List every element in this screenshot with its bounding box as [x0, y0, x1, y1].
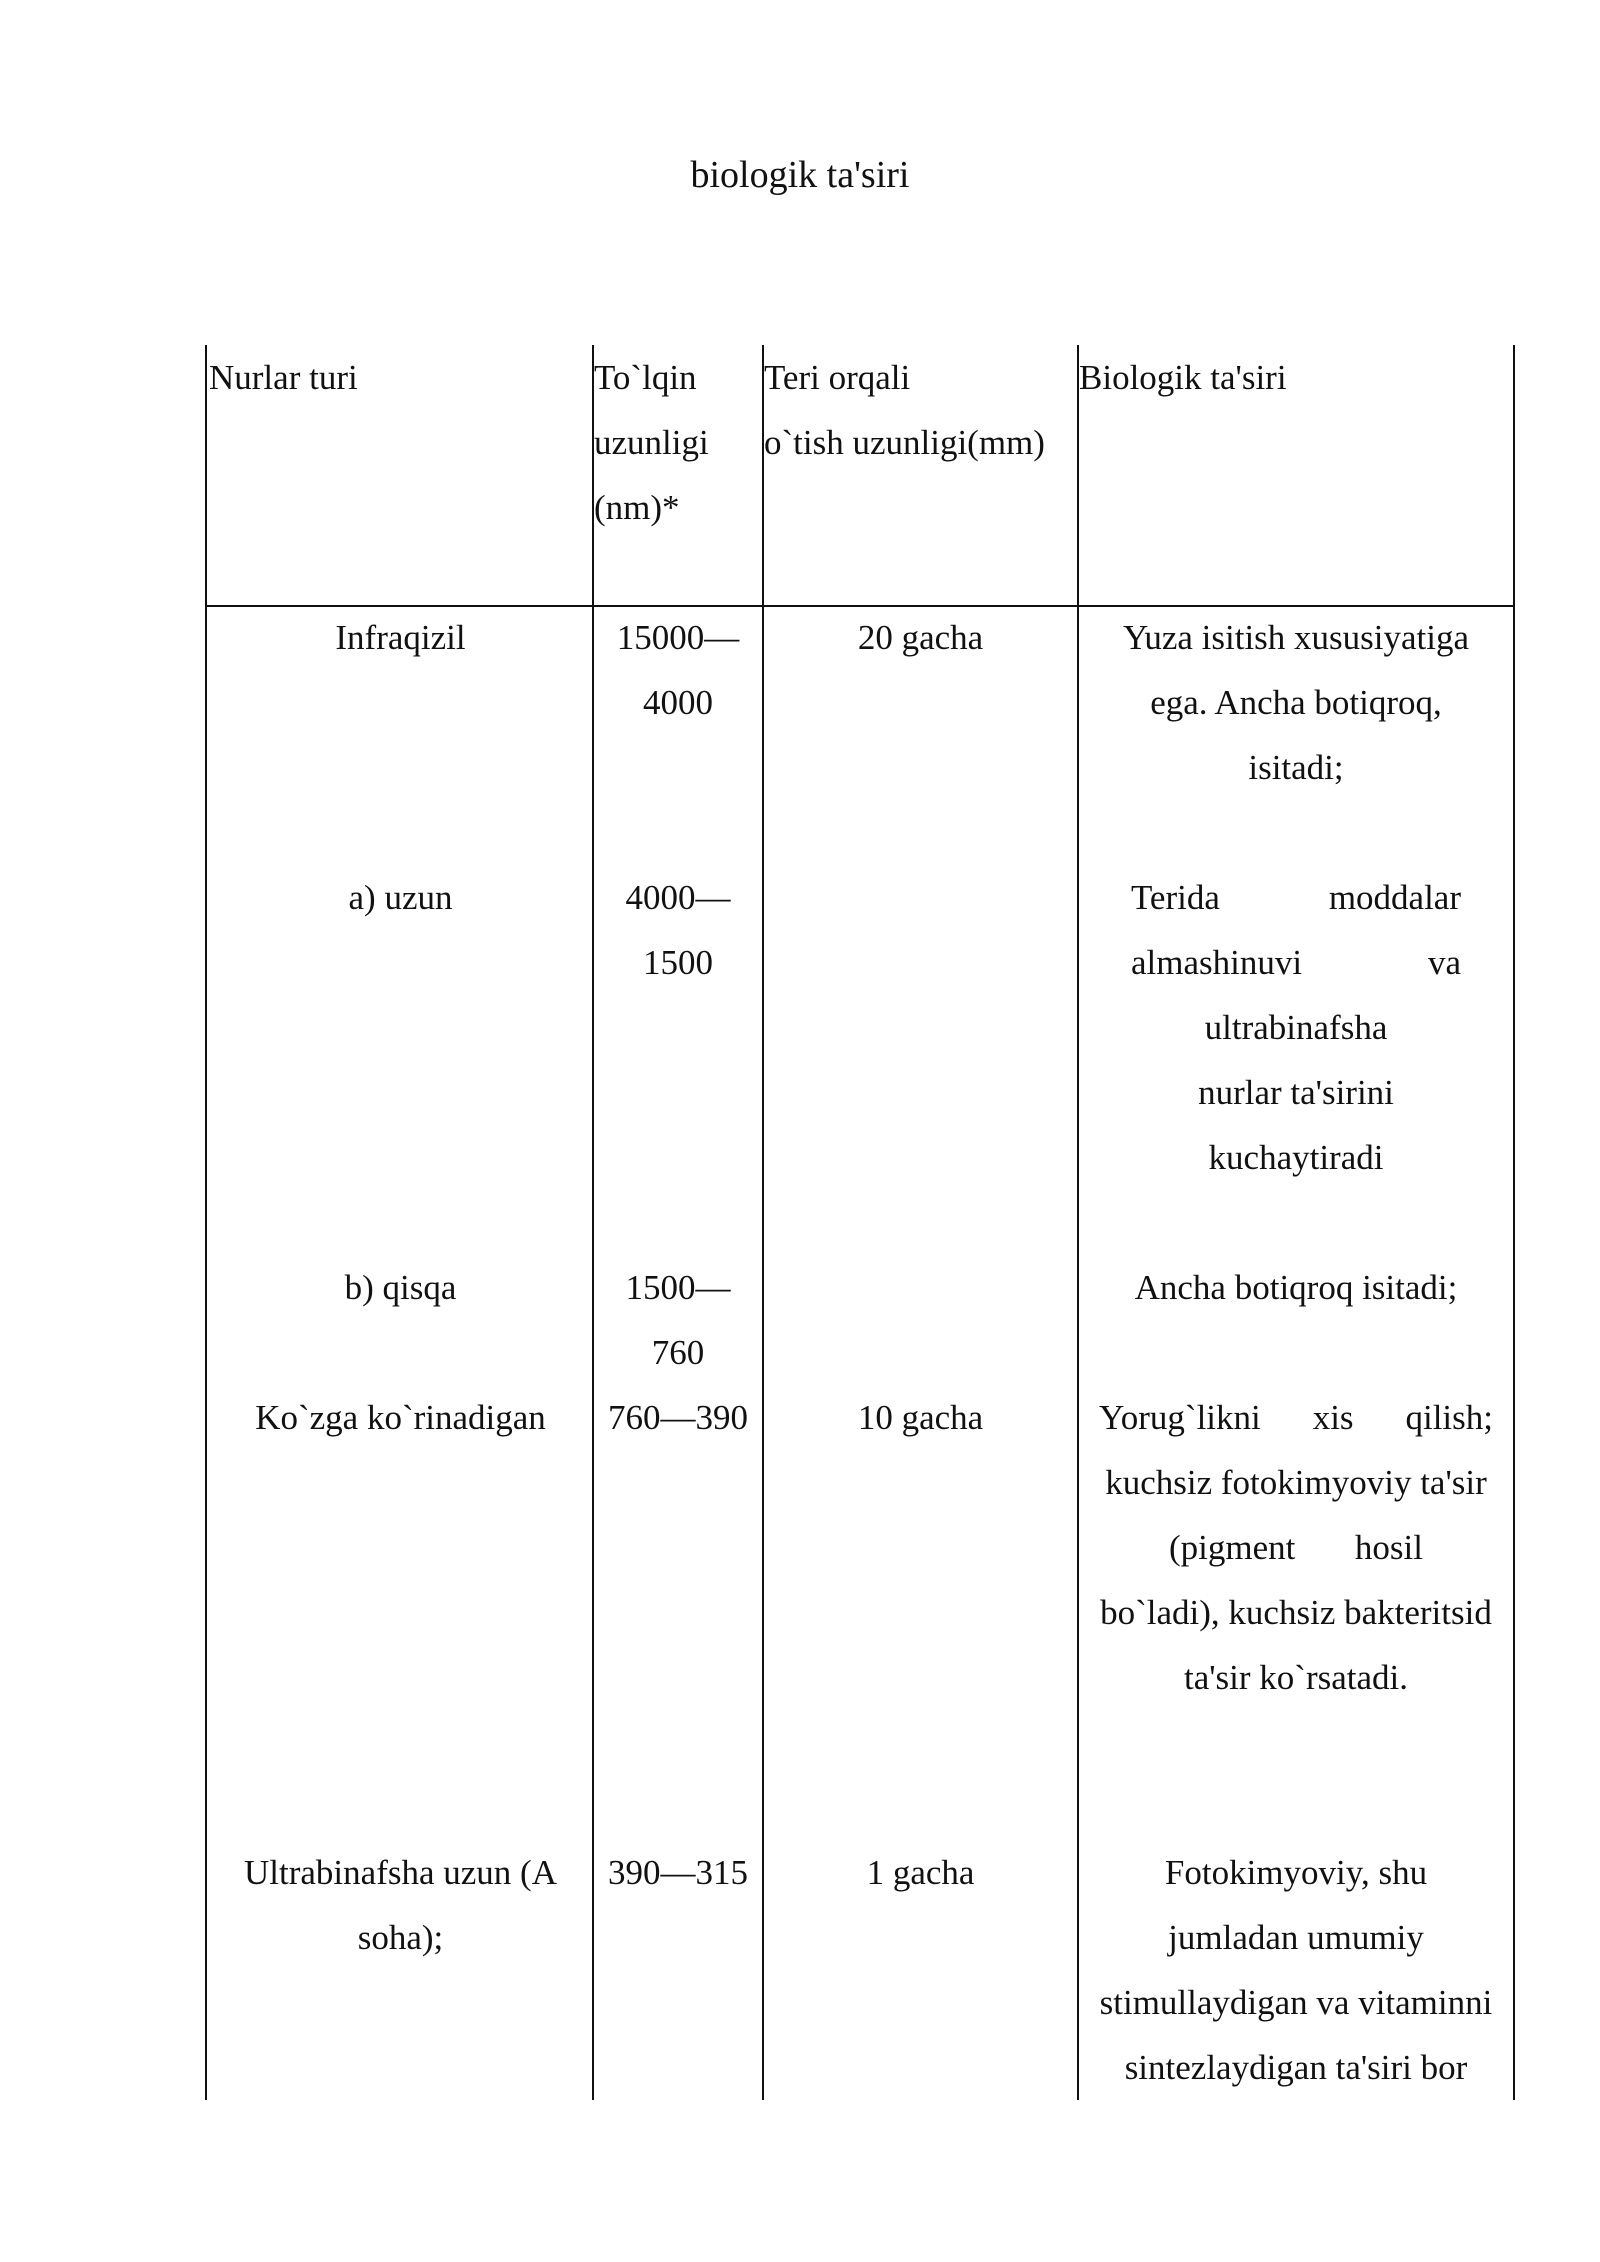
page-heading: biologik ta'siri [690, 154, 910, 196]
table-cell-penetration: 10 gacha [857, 1398, 984, 1437]
table-cell-effect: Fotokimyoviy, shu jumladan umumiy stimullaydigan va vitaminni sintezlaydigan ta'siri bor [1099, 1853, 1493, 2087]
table-cell-wavelength: 15000— 4000 [616, 618, 740, 722]
table-cell-wavelength: 1500— 760 [625, 1268, 731, 1372]
header-penetration: Teri orqali o`tish uzunligi(mm) [764, 358, 1045, 462]
table-border-right [1513, 345, 1515, 2100]
header-ray-type: Nurlar turi [209, 358, 358, 397]
table-cell-wavelength: 390—315 [608, 1853, 748, 1892]
table-cell-effect: Yuza isitish xususiyatiga ega. Ancha botiqroq, isitadi; [1122, 618, 1470, 787]
radiation-table [205, 345, 1515, 2100]
table-cell-type: Ultrabinafsha uzun (A soha); [244, 1853, 557, 1957]
table-border-left [205, 345, 207, 2100]
table-cell-type: Infraqizil [335, 618, 466, 657]
table-cell-wavelength: 760—390 [608, 1398, 748, 1437]
table-cell-type: Ko`zga ko`rinadigan [255, 1398, 546, 1437]
table-cell-penetration: 1 gacha [866, 1853, 975, 1892]
header-biological-effect: Biologik ta'siri [1079, 358, 1287, 397]
table-cell-effect: Ancha botiqroq isitadi; [1134, 1268, 1458, 1307]
table-cell-effect: Terida moddalar almashinuvi va ultrabinafsha nurlar ta'sirini kuchaytiradi [1131, 878, 1461, 1177]
header-wavelength: To`lqin uzunligi (nm)* [594, 358, 709, 527]
table-cell-effect: Yorug`likni xis qilish; kuchsiz fotokimyoviy ta'sir (pigment hosil bo`ladi), kuchsiz bakteritsid ta'sir ko`rsatadi. [1099, 1398, 1493, 1697]
table-cell-wavelength: 4000— 1500 [625, 878, 731, 982]
table-cell-type: a) uzun [348, 878, 453, 917]
table-cell-type: b) qisqa [344, 1268, 457, 1307]
table-cell-penetration: 20 gacha [857, 618, 984, 657]
